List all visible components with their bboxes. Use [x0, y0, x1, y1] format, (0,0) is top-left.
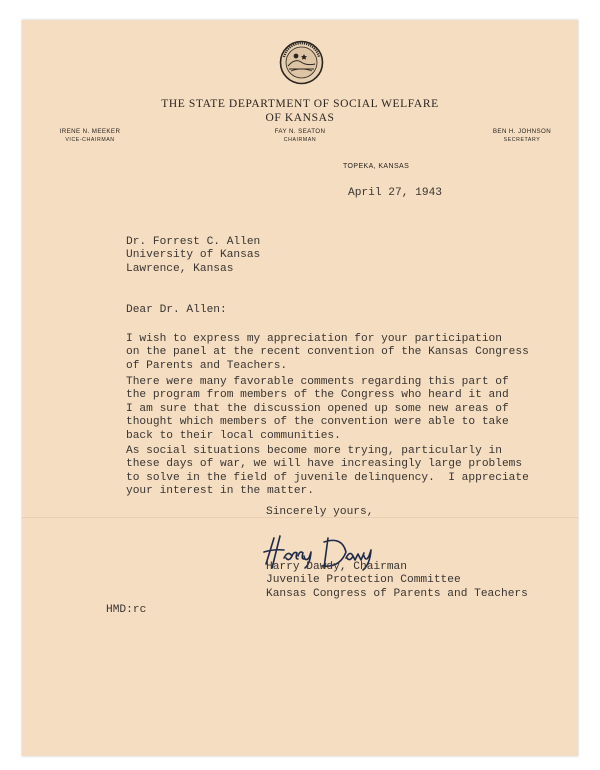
org-name-line1: THE STATE DEPARTMENT OF SOCIAL WELFARE — [161, 98, 439, 110]
body-line: the program from members of the Congress who heard it and — [126, 389, 509, 402]
body-line: of Parents and Teachers. — [126, 359, 288, 372]
secretary-name: BEN H. JOHNSON — [492, 128, 552, 135]
body-line: thought which members of the convention were able to take — [126, 416, 509, 429]
chairman-name: FAY N. SEATON — [274, 128, 326, 135]
location: TOPEKA, KANSAS — [343, 163, 410, 170]
recipient-line: University of Kansas — [126, 249, 261, 262]
body-line: these days of war, we will have increasingly large problems — [126, 458, 523, 471]
kansas-state-seal-icon — [279, 40, 324, 85]
body-paragraph-1 — [126, 333, 529, 373]
recipient-address — [126, 236, 260, 276]
body-paragraph-3 — [126, 445, 529, 499]
body-line: There were many favorable comments regarding this part of — [126, 376, 509, 388]
body-line: I am sure that the discussion opened up some new areas of — [126, 402, 509, 415]
org-name-line2: OF KANSAS — [265, 112, 335, 124]
signer-line: Juvenile Protection Committee — [266, 574, 461, 587]
body-line: I wish to express my appreciation for your participation — [126, 333, 502, 345]
body-paragraph-2 — [126, 376, 509, 443]
body-line: As social situations become more trying, particularly in — [126, 445, 502, 457]
signer-block — [266, 561, 528, 601]
closing: Sincerely yours, — [266, 506, 374, 518]
secretary-role: SECRETARY — [503, 137, 541, 143]
body-line: your interest in the matter. — [126, 485, 314, 498]
body-line: to solve in the field of juvenile delinquency. I appreciate — [126, 471, 529, 484]
letter-paper — [22, 20, 578, 756]
salutation: Dear Dr. Allen: — [126, 304, 227, 316]
body-line: back to their local communities. — [126, 429, 341, 442]
letter-date: April 27, 1943 — [348, 187, 442, 199]
typist-initials: HMD:rc — [106, 604, 147, 616]
vice-chairman-role: VICE-CHAIRMAN — [65, 137, 115, 143]
signer-line: Kansas Congress of Parents and Teachers — [266, 587, 528, 600]
recipient-line: Lawrence, Kansas — [126, 262, 234, 275]
signer-line: Harry Dawdy, Chairman — [266, 561, 407, 573]
recipient-line: Dr. Forrest C. Allen — [126, 236, 261, 248]
chairman-role: CHAIRMAN — [283, 137, 317, 143]
body-line: on the panel at the recent convention of the Kansas Congress — [126, 346, 529, 359]
vice-chairman-name: IRENE N. MEEKER — [59, 128, 121, 135]
